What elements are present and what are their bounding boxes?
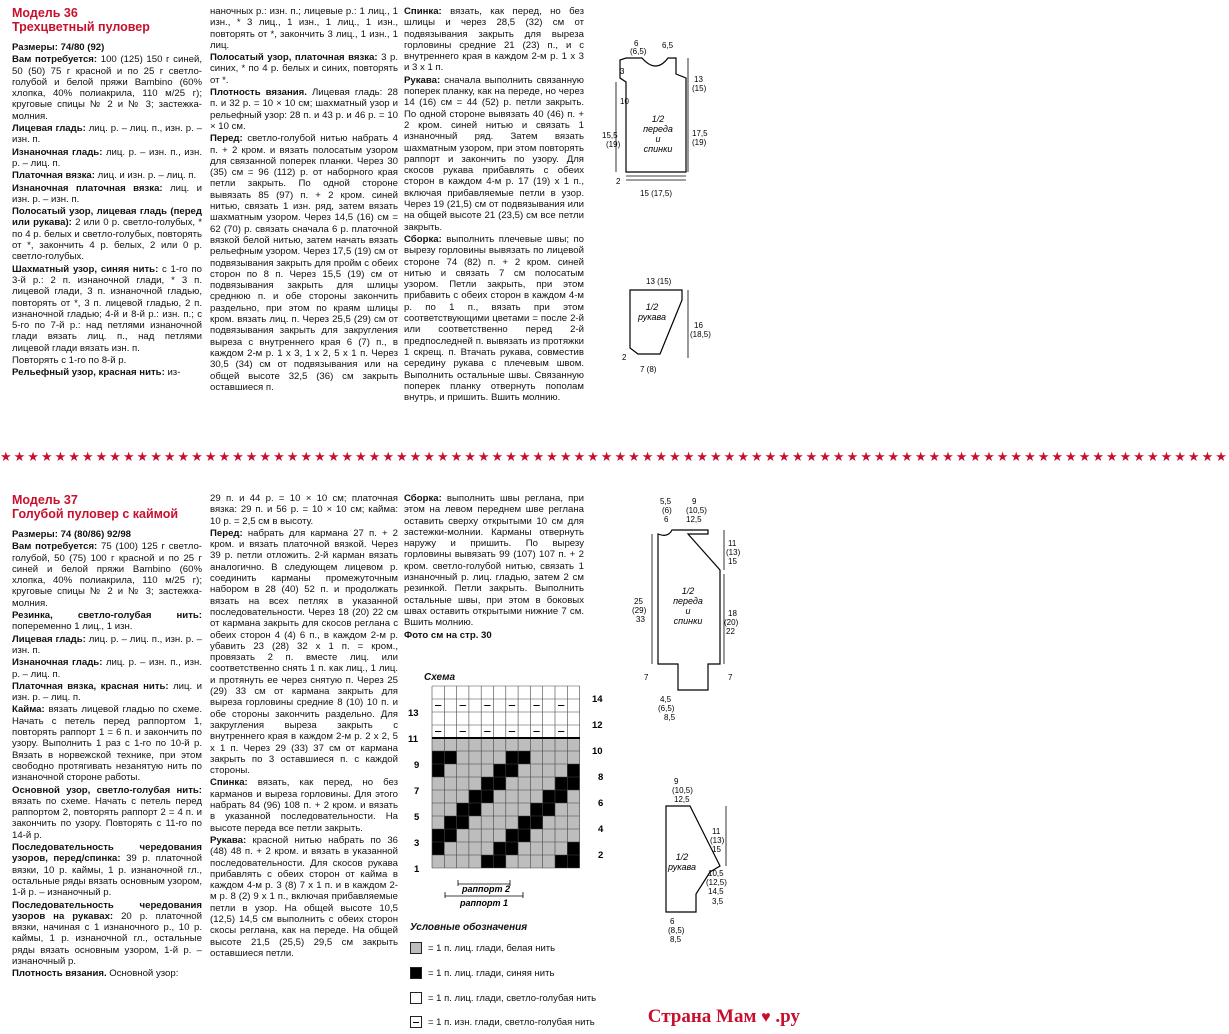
chart-cell — [530, 842, 542, 855]
svg-text:17,5: 17,5 — [692, 129, 708, 138]
chart-cell — [494, 725, 506, 738]
photo-ref: Фото см на стр. 30 — [404, 629, 492, 641]
chart-cell — [481, 751, 493, 764]
chart-cell — [506, 842, 518, 855]
chart-cell — [555, 712, 567, 725]
chart-cell — [518, 725, 530, 738]
svg-text:11: 11 — [728, 539, 737, 548]
chart-cell — [457, 777, 469, 790]
chart-cell — [432, 686, 444, 699]
m37-col2: 29 п. и 44 р. = 10 × 10 см; платочная вязка: 29 п. и 56 р. = 10 × 10 см; кайма: 10 р. = 2,5 см в высоту. Перед: набрать для кармана 27 п. + 2 кром. и вязать платочной вязкой. Через 39 р. петли отложить. 2-й карман вязать аналогично. В следующем лицевом р. соединить карманы промежуточным набором в 28 (40) 52 п. и продолжать вязать на всех петлях в указанной последовательности. Через 18 (20) 22 см от кармана закрыть для скосов реглана с обеих сторон 4 (4) 6 п., в каждом 2-м р. убавить 23 (28) 32 х 1 п. = кром., провязать 2 п. вместе лиц. или соответственно снять 1 п. как лиц., 1 лиц. и протянуть ее через снятую п. Через 25 (29) 33 см от кармана закрыть для выреза горловины средние 8 (10) 10 п. и обе стороны закончить раздельно. Для закругления выреза закрыть с внутреннего края в каждом 2-м р. 2 х 2, 5 х 1 п. Через 29 (33) 37 см от кармана закрыть по 3 оставшиеся п. с каждой стороны. Спинка: вязать, как перед, но без карманов и выреза горловины. Для этого набрать 84 (96) 108 п. + 2 кром. и вязать в указанной последовательности. На высоте переда все петли закрыть. Рукава: красной нитью набрать по 36 (48) 48 п. + 2 кром. и вязать в указанной последовательности. Для скосов рукава прибавлять с обеих сторон от кайма в каждом 4-м р. 3 (8) 7 х 1 п. и в каждом 2-м р. 8 (2) 9 х 1 п., включая прибавляемые петли в узор. На общей высоте 10,5 (12,5) 14,5 см выполнить с обеих сторон скосы реглана, как на переде. На общей высоте 21,5 (25,5) 29,5 см закрыть оставшиеся петли. — [210, 493, 399, 959]
svg-text:9: 9 — [414, 760, 420, 771]
svg-text:1/2: 1/2 — [645, 302, 659, 312]
chart-cell — [481, 829, 493, 842]
chart-cell — [481, 686, 493, 699]
svg-text:(12,5): (12,5) — [706, 878, 727, 887]
chart-cell — [444, 725, 456, 738]
legend-swatch-white — [410, 942, 422, 954]
svg-text:(6): (6) — [662, 506, 672, 515]
chart-cell — [457, 842, 469, 855]
chart-cell — [543, 738, 555, 751]
chart-cell — [567, 686, 579, 699]
chart-cell — [494, 790, 506, 803]
svg-text:3,5: 3,5 — [712, 897, 724, 906]
svg-text:12: 12 — [592, 720, 603, 731]
chart-cell — [481, 842, 493, 855]
chart-cell — [530, 803, 542, 816]
chart-cell — [530, 829, 542, 842]
chart-cell — [506, 777, 518, 790]
chart-cell — [444, 829, 456, 842]
chart-cell — [432, 816, 444, 829]
svg-text:(8,5): (8,5) — [668, 926, 685, 935]
chart-cell — [432, 712, 444, 725]
chart-cell — [555, 842, 567, 855]
chart-cell — [530, 751, 542, 764]
svg-text:6: 6 — [664, 515, 669, 524]
svg-text:12,5: 12,5 — [674, 795, 690, 804]
chart-cell — [494, 803, 506, 816]
legend-swatch-lightblue — [410, 992, 422, 1004]
legend-title: Условные обозначения — [410, 922, 528, 933]
legend-item-lightblue: = 1 п. лиц. глади, светло-голубая нить — [410, 992, 596, 1004]
svg-text:16: 16 — [694, 321, 703, 330]
chart-cell — [543, 855, 555, 868]
chart-cell — [444, 777, 456, 790]
svg-text:4,5: 4,5 — [660, 695, 672, 704]
chart-cell — [567, 764, 579, 777]
svg-text:(19): (19) — [692, 138, 707, 147]
svg-text:11: 11 — [408, 734, 419, 745]
chart-cell — [457, 855, 469, 868]
chart-cell — [432, 777, 444, 790]
legend-swatch-purl — [410, 1016, 422, 1028]
chart-cell — [481, 816, 493, 829]
chart-cell — [432, 842, 444, 855]
svg-text:1/2: 1/2 — [681, 586, 695, 596]
chart-cell — [494, 712, 506, 725]
chart-cell — [506, 803, 518, 816]
chart-cell — [567, 816, 579, 829]
chart-cell — [506, 790, 518, 803]
svg-text:11: 11 — [712, 827, 721, 836]
m36-sizes: Размеры: 74/80 (92) — [12, 42, 105, 53]
svg-text:(10,5): (10,5) — [686, 506, 707, 515]
chart-cell — [444, 738, 456, 751]
chart-cell — [567, 738, 579, 751]
chart-cell — [432, 790, 444, 803]
chart-cell — [469, 725, 481, 738]
chart-cell — [518, 829, 530, 842]
svg-text:4: 4 — [598, 824, 604, 835]
svg-text:13: 13 — [694, 75, 703, 84]
svg-text:3: 3 — [414, 838, 420, 849]
chart-cell — [444, 764, 456, 777]
chart-cell — [555, 855, 567, 868]
chart-cell — [432, 803, 444, 816]
chart-cell — [555, 803, 567, 816]
chart-cell — [567, 712, 579, 725]
svg-text:(20): (20) — [724, 618, 739, 627]
svg-text:переда: переда — [643, 124, 673, 134]
chart-cell — [444, 751, 456, 764]
chart-cell — [567, 855, 579, 868]
chart-cell — [481, 712, 493, 725]
chart-cell — [506, 686, 518, 699]
chart-cell — [469, 712, 481, 725]
chart-cell — [457, 751, 469, 764]
chart-cell — [567, 829, 579, 842]
chart-cell — [481, 738, 493, 751]
svg-text:раппорт 1: раппорт 1 — [459, 898, 509, 908]
chart-cell — [444, 686, 456, 699]
chart-cell — [457, 738, 469, 751]
chart-cell — [469, 764, 481, 777]
chart-cell — [518, 842, 530, 855]
legend-swatch-blue — [410, 967, 422, 979]
chart-cell — [469, 738, 481, 751]
svg-text:2: 2 — [598, 850, 604, 861]
chart-cell — [469, 751, 481, 764]
chart-cell — [555, 686, 567, 699]
chart-cell — [457, 829, 469, 842]
svg-text:10: 10 — [620, 97, 629, 106]
svg-text:22: 22 — [726, 627, 735, 636]
svg-text:рукава: рукава — [668, 862, 696, 872]
chart-cell — [518, 764, 530, 777]
svg-text:(6,5): (6,5) — [658, 704, 675, 713]
svg-text:2: 2 — [622, 353, 627, 362]
chart-cell — [543, 816, 555, 829]
chart-cell — [506, 829, 518, 842]
chart-cell — [543, 725, 555, 738]
chart-cell — [494, 829, 506, 842]
chart-cell — [555, 790, 567, 803]
chart-cell — [518, 816, 530, 829]
svg-text:(19): (19) — [606, 140, 621, 149]
chart-cell — [555, 764, 567, 777]
chart-cell — [543, 842, 555, 855]
chart-cell — [444, 699, 456, 712]
chart-cell — [444, 790, 456, 803]
chart-cell — [567, 842, 579, 855]
legend-item-blue: = 1 п. лиц. глади, синяя нить — [410, 967, 554, 979]
chart-cell — [494, 777, 506, 790]
m36-subtitle: Трехцветный пуловер — [12, 20, 150, 34]
chart-cell — [457, 803, 469, 816]
chart-cell — [506, 764, 518, 777]
chart-cell — [543, 790, 555, 803]
chart-cell — [530, 764, 542, 777]
chart-cell — [543, 751, 555, 764]
chart-cell — [530, 777, 542, 790]
chart-cell — [567, 699, 579, 712]
chart-cell — [444, 855, 456, 868]
svg-text:25: 25 — [634, 597, 643, 606]
svg-text:5,5: 5,5 — [660, 497, 672, 506]
svg-text:13: 13 — [408, 708, 419, 719]
svg-text:(18,5): (18,5) — [690, 330, 711, 339]
chart-cell — [494, 699, 506, 712]
chart-cell — [518, 855, 530, 868]
m37-col3: Сборка: выполнить швы реглана, при этом на левом переднем шве реглана оставить сверху открытыми 10 см для застежки-молнии. Карманы отвернуть наружу и пришить. По вырезу горловины вывязать 99 (107) 107 п. + 2 кром. светло-голубой нитью, связать 1 изнаночный р. лиц. гладью, затем 2 см резинкой. Петли закрыть. Выполнить остальные швы, при этом в боковых швах оставить открытыми нижние 7 см. Вшить молнию. Фото см на стр. 30 — [404, 493, 584, 641]
chart-cell — [494, 855, 506, 868]
svg-text:8,5: 8,5 — [670, 935, 682, 944]
svg-text:12,5: 12,5 — [686, 515, 702, 524]
chart-cell — [518, 790, 530, 803]
svg-text:15,5: 15,5 — [602, 131, 618, 140]
chart-cell — [444, 842, 456, 855]
svg-text:13 (15): 13 (15) — [646, 277, 672, 286]
chart-cell — [555, 829, 567, 842]
chart-cell — [444, 803, 456, 816]
chart-cell — [506, 738, 518, 751]
chart-cell — [518, 777, 530, 790]
svg-text:7: 7 — [414, 786, 420, 797]
chart-cell — [494, 764, 506, 777]
chart-cell — [481, 777, 493, 790]
svg-text:6: 6 — [670, 917, 675, 926]
chart-cell — [457, 686, 469, 699]
svg-text:(6,5): (6,5) — [630, 47, 647, 56]
chart-cell — [469, 777, 481, 790]
svg-text:(13): (13) — [710, 836, 725, 845]
m36-title: Модель 36 — [12, 6, 78, 20]
svg-text:9: 9 — [674, 777, 679, 786]
chart-cell — [457, 790, 469, 803]
svg-text:и: и — [655, 134, 661, 144]
svg-text:спинки: спинки — [643, 144, 673, 154]
chart-cell — [469, 790, 481, 803]
chart-cell — [494, 842, 506, 855]
chart-cell — [567, 725, 579, 738]
chart-cell — [518, 803, 530, 816]
chart-cell — [543, 712, 555, 725]
chart-cell — [567, 790, 579, 803]
svg-text:рукава: рукава — [638, 312, 666, 322]
m37-sleeve-diagram — [640, 776, 806, 946]
svg-text:и: и — [685, 606, 691, 616]
chart-cell — [481, 855, 493, 868]
chart-cell — [518, 712, 530, 725]
m37-subtitle: Голубой пуловер с каймой — [12, 507, 179, 521]
chart-cell — [530, 712, 542, 725]
svg-text:спинки: спинки — [673, 616, 703, 626]
svg-text:(15): (15) — [692, 84, 707, 93]
chart-cell — [543, 764, 555, 777]
chart-cell — [530, 738, 542, 751]
svg-text:7 (8): 7 (8) — [640, 365, 657, 374]
chart-cell — [481, 803, 493, 816]
chart-cell — [444, 712, 456, 725]
svg-text:(29): (29) — [632, 606, 647, 615]
svg-text:8,5: 8,5 — [664, 713, 676, 722]
svg-text:раппорт 2: раппорт 2 — [461, 884, 511, 894]
svg-text:7: 7 — [644, 673, 649, 682]
chart-cell — [506, 816, 518, 829]
svg-text:15: 15 — [712, 845, 721, 854]
svg-text:5: 5 — [414, 812, 420, 823]
m36-col3: Спинка: вязать, как перед, но без шлицы и через 28,5 (32) см от подвязывания закрыть для выреза горловины средние 21 (23) п., и с внутреннего края в каждом 2-м р. 1 х 3 и 3 х 1 п. Рукава: сначала выполнить связанную поперек планку, как на переде, но через 14 (16) см = 44 (52) р. петли закрыть. По одной стороне вывязать 40 (46) п. + 2 кром. синей нитью и связать 1 изнаночный ряд. Затем вязать шахматным узором, при этом повторять раппорт и закончить по узору. Для скосов рукава прибавлять с обеих сторон в каждом 4-м р. 17 (19) х 1 п., включая прибавляемые петли в узор. Через 19 (21,5) см от подвязывания или на общей высоте 21 (23,5) см все петли закрыть. Сборка: выполнить плечевые швы; по вырезу горловины вывязать по лицевой стороне 74 (82) п. + 2 кром. синей нитью и связать 7 см полосатым узором. Петли закрыть, при этом прибавить с обеих сторон в каждом 4-м р. по 1 п., вязать при этом соответствующими цветами = после 2-й или соответственно перед 2-й предпоследней п. вывязать из протяжки 1 скрещ. п. Втачать рукава, совместив середину рукава с плечевым швом. Выполнить остальные швы. Связанную поперек планку отвернуть пополам внутрь, и пришить. Вшить молнию. — [404, 6, 585, 404]
svg-text:2: 2 — [616, 177, 621, 186]
chart-cell — [469, 699, 481, 712]
svg-text:6,5: 6,5 — [662, 41, 674, 50]
svg-text:6: 6 — [598, 798, 604, 809]
chart-cell — [432, 829, 444, 842]
chart-cell — [494, 751, 506, 764]
chart-cell — [481, 764, 493, 777]
svg-text:7: 7 — [728, 673, 733, 682]
m37-sizes: Размеры: 74 (80/86) 92/98 — [12, 529, 132, 540]
chart-cell — [481, 790, 493, 803]
chart-cell — [555, 751, 567, 764]
site-watermark: Страна Мам ♥ .ру — [647, 1006, 800, 1027]
chart-cell — [494, 816, 506, 829]
svg-text:6: 6 — [634, 39, 639, 48]
chart-cell — [567, 751, 579, 764]
svg-text:1: 1 — [414, 864, 420, 875]
chart-cell — [506, 855, 518, 868]
svg-text:(10,5): (10,5) — [672, 786, 693, 795]
chart-cell — [530, 816, 542, 829]
chart-cell — [530, 790, 542, 803]
svg-text:10,5: 10,5 — [708, 869, 724, 878]
m37-title: Модель 37 — [12, 493, 78, 507]
chart-cell — [518, 699, 530, 712]
chart-cell — [432, 738, 444, 751]
chart-title: Схема — [424, 672, 456, 683]
svg-text:8: 8 — [598, 772, 604, 783]
m36-col1: Модель 36 Трехцветный пуловер Размеры: 74/80 (92) Вам потребуется: 100 (125) 150 г синей, 50 (50) 75 г красной и по 25 г светло-голубой и белой пряжи Bambino (60% хлопка, 40% полиакрила, 110 м/25 г); круговые спицы № 2 и № 3; застежка-молния. Лицевая гладь: лиц. р. – лиц. п., изн. р. – изн. п. Изнаночная гладь: лиц. р. – изн. п., изн. р. – лиц. п. Платочная вязка: лиц. и изн. р. – лиц. п. Изнаночная платочная вязка: лиц. и изн. р. – изн. п. Полосатый узор, лицевая гладь (перед или рукава): 2 или 0 р. светло-голубых, * по 4 р. белых и светло-голубых, повторять от *, закончить 4 р. белых, 2 или 0 р. светло-голубых. Шахматный узор, синяя нить: с 1-го по 3-й р.: 2 п. изнаночной глади, * 3 п. лицевой глади, 3 п. изнаночной гладью, повторять от *, 3 п. лицевой гладью, 2 п. изнаночной гладью; 4-й и 8-й р.: изн. п.; с 5-го по 7-й р.: над петлями изнаночной глади вязать лиц. п., над петлями лицевой глади вязать изн. п. Повторять с 1-го по 8-й р. Рельефный узор, красная нить: из- — [12, 6, 203, 379]
chart-cell — [555, 816, 567, 829]
svg-text:3: 3 — [620, 67, 625, 76]
chart-cell — [469, 842, 481, 855]
chart-cell — [543, 829, 555, 842]
knitting-chart — [404, 680, 610, 920]
svg-text:1/2: 1/2 — [675, 852, 689, 862]
m36-body-diagram — [596, 34, 806, 204]
chart-cell — [543, 699, 555, 712]
chart-cell — [469, 829, 481, 842]
chart-cell — [555, 738, 567, 751]
chart-cell — [469, 803, 481, 816]
svg-text:14: 14 — [592, 694, 603, 705]
chart-cell — [432, 855, 444, 868]
chart-cell — [506, 712, 518, 725]
chart-cell — [506, 751, 518, 764]
chart-cell — [457, 764, 469, 777]
chart-cell — [432, 764, 444, 777]
chart-cell — [518, 751, 530, 764]
chart-cell — [518, 738, 530, 751]
svg-text:переда: переда — [673, 596, 703, 606]
chart-cell — [567, 777, 579, 790]
chart-cell — [530, 855, 542, 868]
chart-cell — [457, 712, 469, 725]
svg-text:18: 18 — [728, 609, 737, 618]
chart-cell — [543, 777, 555, 790]
chart-cell — [518, 686, 530, 699]
legend-item-lightblue-purl: = 1 п. изн. глади, светло-голубая нить — [410, 1016, 595, 1028]
chart-cell — [457, 816, 469, 829]
chart-cell — [494, 738, 506, 751]
chart-cell — [469, 816, 481, 829]
chart-cell — [469, 855, 481, 868]
svg-text:10: 10 — [592, 746, 603, 757]
svg-text:15: 15 — [728, 557, 737, 566]
svg-text:(13): (13) — [726, 548, 741, 557]
chart-cell — [567, 803, 579, 816]
chart-cell — [555, 777, 567, 790]
m37-col1: Модель 37 Голубой пуловер с каймой Размеры: 74 (80/86) 92/98 Вам потребуется: 75 (100) 125 г светло-голубой, 50 (75) 100 г красной и по 25 г синей и белой пряжи Bambino (60% хлопка, 40% полиакрила, 110 м/25 г); круговые спицы № 2 и № 3; застежка-молния. Резинка, светло-голубая нить: попеременно 1 лиц., 1 изн. Лицевая гладь: лиц. р. – лиц. п., изн. р. – изн. п. Изнаночная гладь: лиц. р. – изн. п., изн. р. – лиц. п. Платочная вязка, красная нить: лиц. и изн. р. – лиц. п. Кайма: вязать лицевой гладью по схеме. Начать с петель перед раппортом 1, повторять раппорт 1 = 6 п. и закончить по узору. Выполнить 1 раз с 1-го по 10-й р. Вязать в норвежской технике, при этом свободно протягивать незанятую нить по изнаночной стороне работы. Основной узор, светло-голубая нить: вязать по схеме. Начать с петель перед раппортом 2, повторять раппорт 2 = 4 п. и закончить по узору. Повторять с 11-го по 14-й р. Последовательность чередования узоров, перед/спинка: 39 р. платочной вязки, 10 р. каймы, 1 р. изнаночной гл., остальные ряды вязать основным узором, 1-й р. – изнаночный р. Последовательность чередования узоров на рукавах: 20 р. платочной вязки, начиная с 1 изнаночного р., 10 р. каймы, 1 р. изнаночной гл., остальные ряды вязать основным узором, 1-й р. – изнаночный р. Плотность вязания. Основной узор: — [12, 493, 203, 980]
svg-text:15 (17,5): 15 (17,5) — [640, 189, 673, 198]
chart-cell — [469, 686, 481, 699]
m37-body-diagram — [628, 494, 806, 734]
chart-cell — [543, 686, 555, 699]
chart-cell — [494, 686, 506, 699]
svg-text:14,5: 14,5 — [708, 887, 724, 896]
chart-cell — [444, 816, 456, 829]
chart-cell — [530, 686, 542, 699]
chart-cell — [432, 751, 444, 764]
m36-col2: наночных р.: изн. п.; лицевые р.: 1 лиц., 1 изн., * 3 лиц., 1 изн., 1 лиц., 1 изн., повторять от *, закончить 3 лиц., 1 изн., 1 лиц. Полосатый узор, платочная вязка: 3 р. синих, * по 4 р. белых и синих, повторять от *. Плотность вязания. Лицевая гладь: 28 п. и 32 р. = 10 × 10 см; шахматный узор и рельефный узор: 28 п. и 43 р. и 46 р. = 10 × 10 см. Перед: светло-голубой нитью набрать 4 п. + 2 кром. и вязать полосатым узором для связанной поперек планки. Через 30 (35) см = 96 (112) р. от наборного края петли закрыть. По одной стороне вывязать 85 (97) п. + 2 кром. синей нитью, связать 1 изн. ряд, затем вязать шахматным узором. Через 14,5 (16) см = 62 (70) р. связать сначала 6 р. платочной вязкой белой нитью, затем начать вязать рельефным узором. Через 17,5 (19) см от подвязывания закрыть для пройм с обеих сторон по 8 п. Через 15,5 (19) см от подвязывания закрыть для шлицы среднюю п. и обе стороны закончить раздельно, при этом по краям шлицы кром. вязать лиц. п. Через 25,5 (29) см от подвязывания закрыть для закругления выреза с внутреннего края 6 (7) п., в каждом 2-м р. 1 х 3, 1 х 2, 5 х 1 п. Через 30,5 (34) см от подвязывания или на общей высоте 32,5 (36) см закрыть оставшиеся п. — [210, 6, 399, 393]
star-divider: ★★★★★★★★★★★★★★★★★★★★★★★★★★★★★★★★★★★★★★★★★★★★★★★★★★★★★★★★★★★★★★★★★★★★★★★★★★★★★★★★★★★★★★★★★★ — [0, 449, 1229, 464]
m36-sleeve-diagram — [610, 276, 800, 396]
chart-cell — [543, 803, 555, 816]
legend-item-white: = 1 п. лиц. глади, белая нить — [410, 942, 555, 954]
svg-text:9: 9 — [692, 497, 697, 506]
svg-text:33: 33 — [636, 615, 645, 624]
svg-text:1/2: 1/2 — [651, 114, 665, 124]
